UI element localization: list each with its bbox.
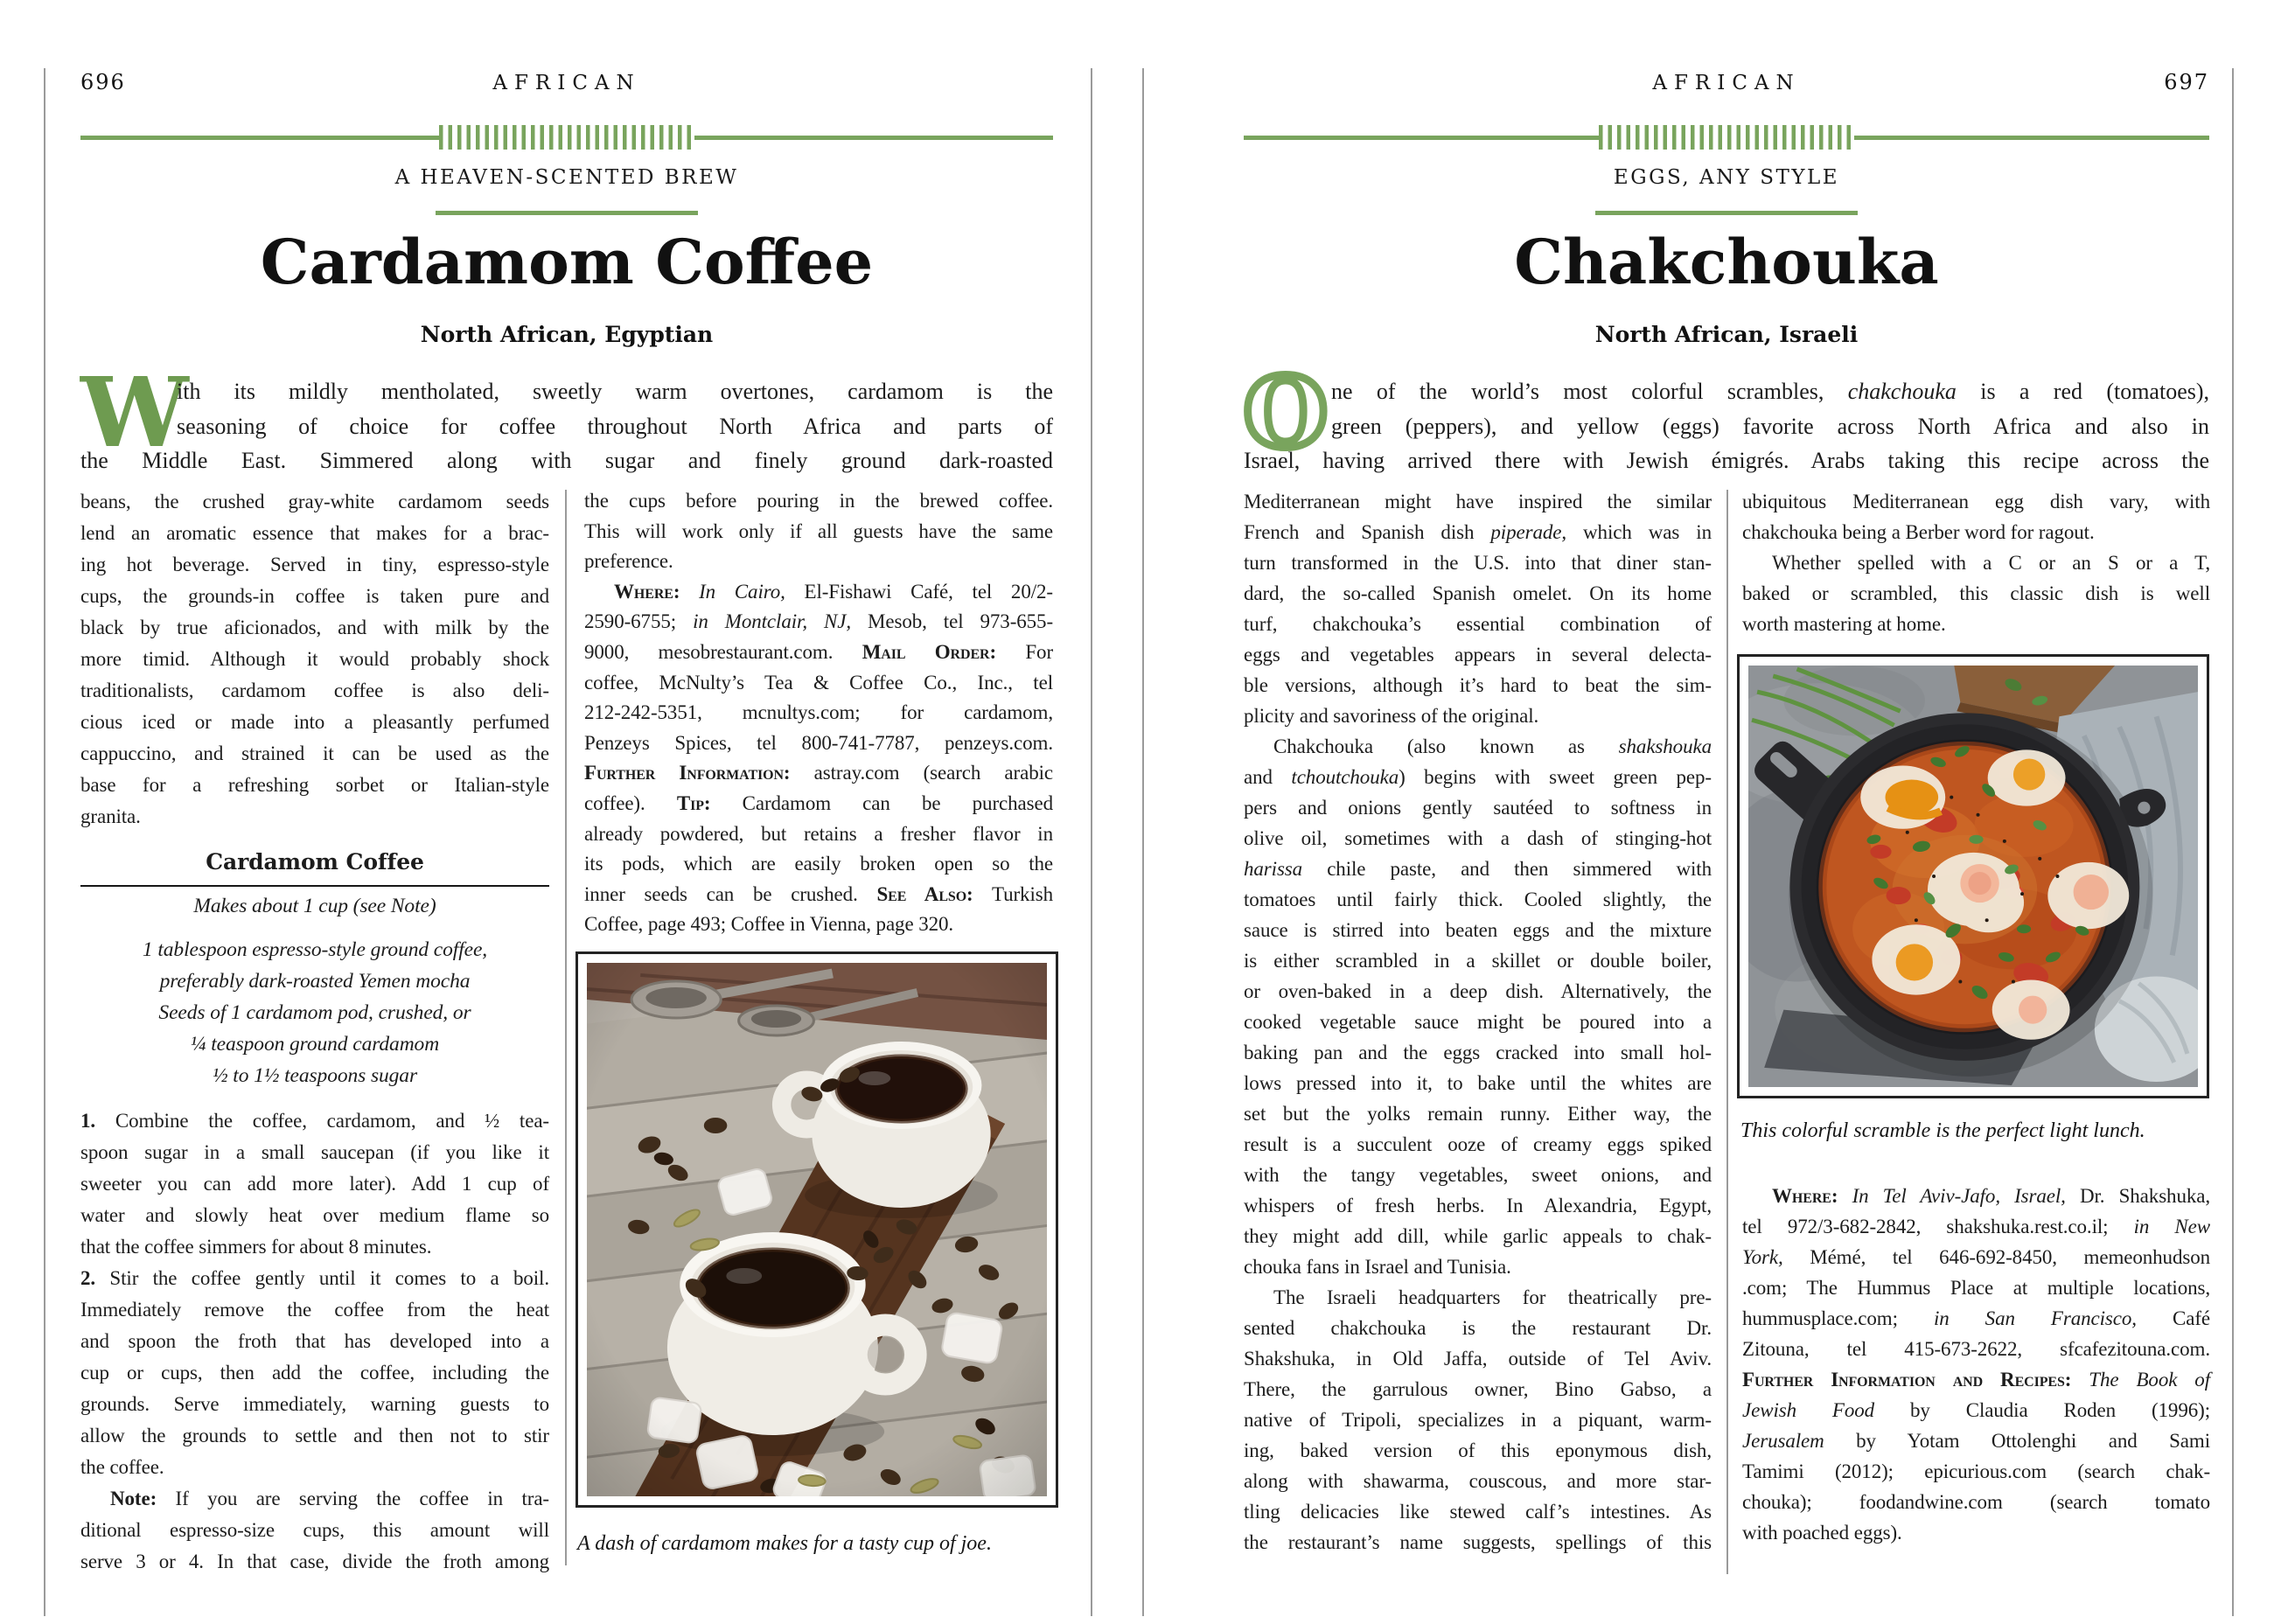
entry-kicker: EGGS, ANY STYLE	[1613, 166, 1840, 189]
photo-caption: This colorful scramble is the perfect light lunch.	[1740, 1119, 2145, 1142]
left-page-edge-rule	[44, 68, 45, 1616]
entry-title: Cardamom Coffee	[260, 226, 874, 298]
where-paragraph: Where: In Tel Aviv-Jafo, Israel, Dr. Shakshuka, tel 972/3-682-2842, shakshuka.rest.co.il; in New York, Mémé, tel 646-692-8450, memeonhudson .com; The Hummus Place at multiple locations, hummusplace.com; in San Francisco, Café Zitouna, tel 415-673-2622, sfcafezitouna.com. Further Information and Recipes: The Book of Jewish Food by Claudia Roden (1996); Jerusalem by Yotam Ottolenghi and Sami Tamimi (2012); epicurious.com (search chak- chouka); foodandwine.com (search tomato with poached eggs).	[1742, 1185, 2211, 1544]
right-column-2-where	[1742, 1181, 2210, 1548]
running-head: AFRICAN	[492, 72, 641, 94]
entry-origin: North African, Israeli	[1594, 322, 1859, 347]
recipe-heading: Cardamom Coffee	[206, 849, 424, 875]
page-number: 696	[80, 70, 126, 94]
column-divider	[565, 490, 567, 1565]
right-column-2-top	[1742, 486, 2210, 639]
left-column-1	[80, 486, 549, 1578]
running-head: AFRICAN	[1652, 72, 1801, 94]
decorative-comb-rule	[80, 125, 1053, 150]
entry-kicker: A HEAVEN-SCENTED BREW	[394, 166, 739, 189]
body-paragraph: Mediterranean might have inspired the similar French and Spanish dish piperade, which was in turn transformed in the U.S. into that diner stan- dard, the so-called Spanish omelet. On its home turf, chakchouka’s essential combination of eggs and vegetables appears in several delecta- ble versions, although it’s hard to beat the sim- plicity and savoriness of the original. Chakchouka (also known as shakshouka and tchoutchouka) begins with sweet green pep- pers and onions gently sautéed to softness in olive oil, sometimes with a dash of stinging-hot harissa chile paste, and then simmered with tomatoes until fairly thick. Cooled slightly, the sauce is stirred into beaten eggs and the mixture is either scrambled in a skillet or double boiler, or oven-baked in a deep dish. Alternatively, the cooked vegetable sauce might be poured into a baking pan and the eggs cracked into small hol- lows pressed into it, to bake until the whites are set but the yolks remain runny. Either way, the result is a succulent ooze of creamy eggs spiked with the tangy vegetables, sweet onions, and whispers of fresh herbs. In Alexandria, Egypt, they might add dill, while garlic appeals to chak- chouka fans in Israel and Tunisia. The Israeli headquarters for theatrically pre- sented chakchouka is the restaurant Dr. Shakshuka, in Old Jaffa, outside of Tel Aviv. There, the garrulous owner, Bino Gabso, a native of Tripoli, specializes in a piquant, warm- ing, baked version of this eponymous dish, along with shawarma, couscous, and more star- tling delicacies like stewed calf’s intestines. As the restaurant’s name suggests, spellings of this	[1244, 491, 1712, 1553]
right-column-1	[1244, 486, 1712, 1558]
recipe-yield: Makes about 1 cup (see Note)	[193, 895, 436, 917]
page-number: 697	[2164, 70, 2209, 94]
coffee-photo-illustration	[587, 963, 1047, 1496]
drop-cap: W	[80, 356, 189, 469]
right-page-edge-rule	[2232, 68, 2234, 1616]
drop-cap: O	[1244, 356, 1328, 469]
body-paragraph: ubiquitous Mediterranean egg dish vary, with chakchouka being a Berber word for ragout. Whether spelled with a C or an S or a T, baked or scrambled, this classic dish is well worth mastering at home.	[1742, 491, 2210, 635]
gutter-rule-right	[1142, 68, 1144, 1616]
coffee-photo-frame	[575, 951, 1058, 1508]
decorative-comb-rule	[1244, 125, 2209, 150]
chakchouka-photo-frame	[1737, 654, 2209, 1098]
entry-title: Chakchouka	[1514, 226, 1939, 298]
ingredient-list: 1 tablespoon espresso-style ground coffee, preferably dark-roasted Yemen mocha Seeds of 1 cardamom pod, crushed, or ¼ teaspoon ground cardamom ½ to 1½ teaspoons sugar	[142, 938, 488, 1087]
chakchouka-photo-illustration	[1748, 666, 2198, 1087]
intro-paragraph: O ne of the world’s most colorful scrambles, chakchouka is a red (tomatoes), green (peppers), and yellow (eggs) favorite across North Africa and also in Israel, having arrived there with Jewish émigrés. Arabs taking this recipe across the	[1244, 356, 2210, 473]
kicker-underline	[436, 211, 698, 215]
left-column-2	[584, 486, 1053, 940]
photo-caption: A dash of cardamom makes for a tasty cup of joe.	[577, 1532, 992, 1555]
gutter-rule-left	[1091, 68, 1092, 1616]
body-paragraph: the cups before pouring in the brewed coffee. This will work only if all guests have the same preference. Where: In Cairo, El-Fishawi Café, tel 20/2- 2590-6755; in Montclair, NJ, Mesob, tel 973-655- 9000, mesobrestaurant.com. Mail Order: For coffee, McNulty’s Tea & Coffee Co., Inc., tel 212-242-5351, mcnultys.com; for cardamom, Penzeys Spices, tel 800-741-7787, penzeys.com. Further Information: astray.com (search arabic coffee). Tip: Cardamom can be purchased already powdered, but retains a fresher flavor in its pods, which are easily broken open so the inner seeds can be crushed. See Also: Turkish Coffee, page 493; Coffee in Vienna, page 320.	[584, 490, 1054, 936]
kicker-underline	[1595, 211, 1858, 215]
recipe-steps: 1. Combine the coffee, cardamom, and ½ tea- spoon sugar in a small saucepan (if you like it sweeter you can add more later). Add 1 cup of water and slowly heat over medium flame so that the coffee simmers for about 8 minutes. 2. Stir the coffee gently until it comes to a boil. Immediately remove the coffee from the heat and spoon the froth that has developed into a cup or cups, then add the coffee, including the grounds. Serve immediately, warning guests to allow the grounds to settle and then not to stir the coffee. Note: If you are serving the coffee in tra- ditional espresso-size cups, this amount will serve 3 or 4. In that case, divide the froth among	[80, 1110, 549, 1572]
body-paragraph: beans, the crushed gray-white cardamom seeds lend an aromatic essence that makes for a brac- ing hot beverage. Served in tiny, espresso-style cups, the grounds-in coffee is taken pure and black by true aficionados, and with milk by the more timid. Although it would probably shock traditionalists, cardamom coffee is also deli- cious iced or made into a pleasantly perfumed cappuccino, and strained it can be used as the base for a refreshing sorbet or Italian-style granita.	[80, 491, 549, 827]
recipe-rule	[80, 885, 549, 887]
column-divider	[1726, 490, 1728, 1574]
entry-origin: North African, Egyptian	[420, 322, 714, 347]
intro-paragraph: W ith its mildly mentholated, sweetly warm overtones, cardamom is the seasoning of choice for coffee throughout North Africa and parts of the Middle East. Simmered along with sugar and finely ground dark-roasted	[80, 356, 1053, 473]
